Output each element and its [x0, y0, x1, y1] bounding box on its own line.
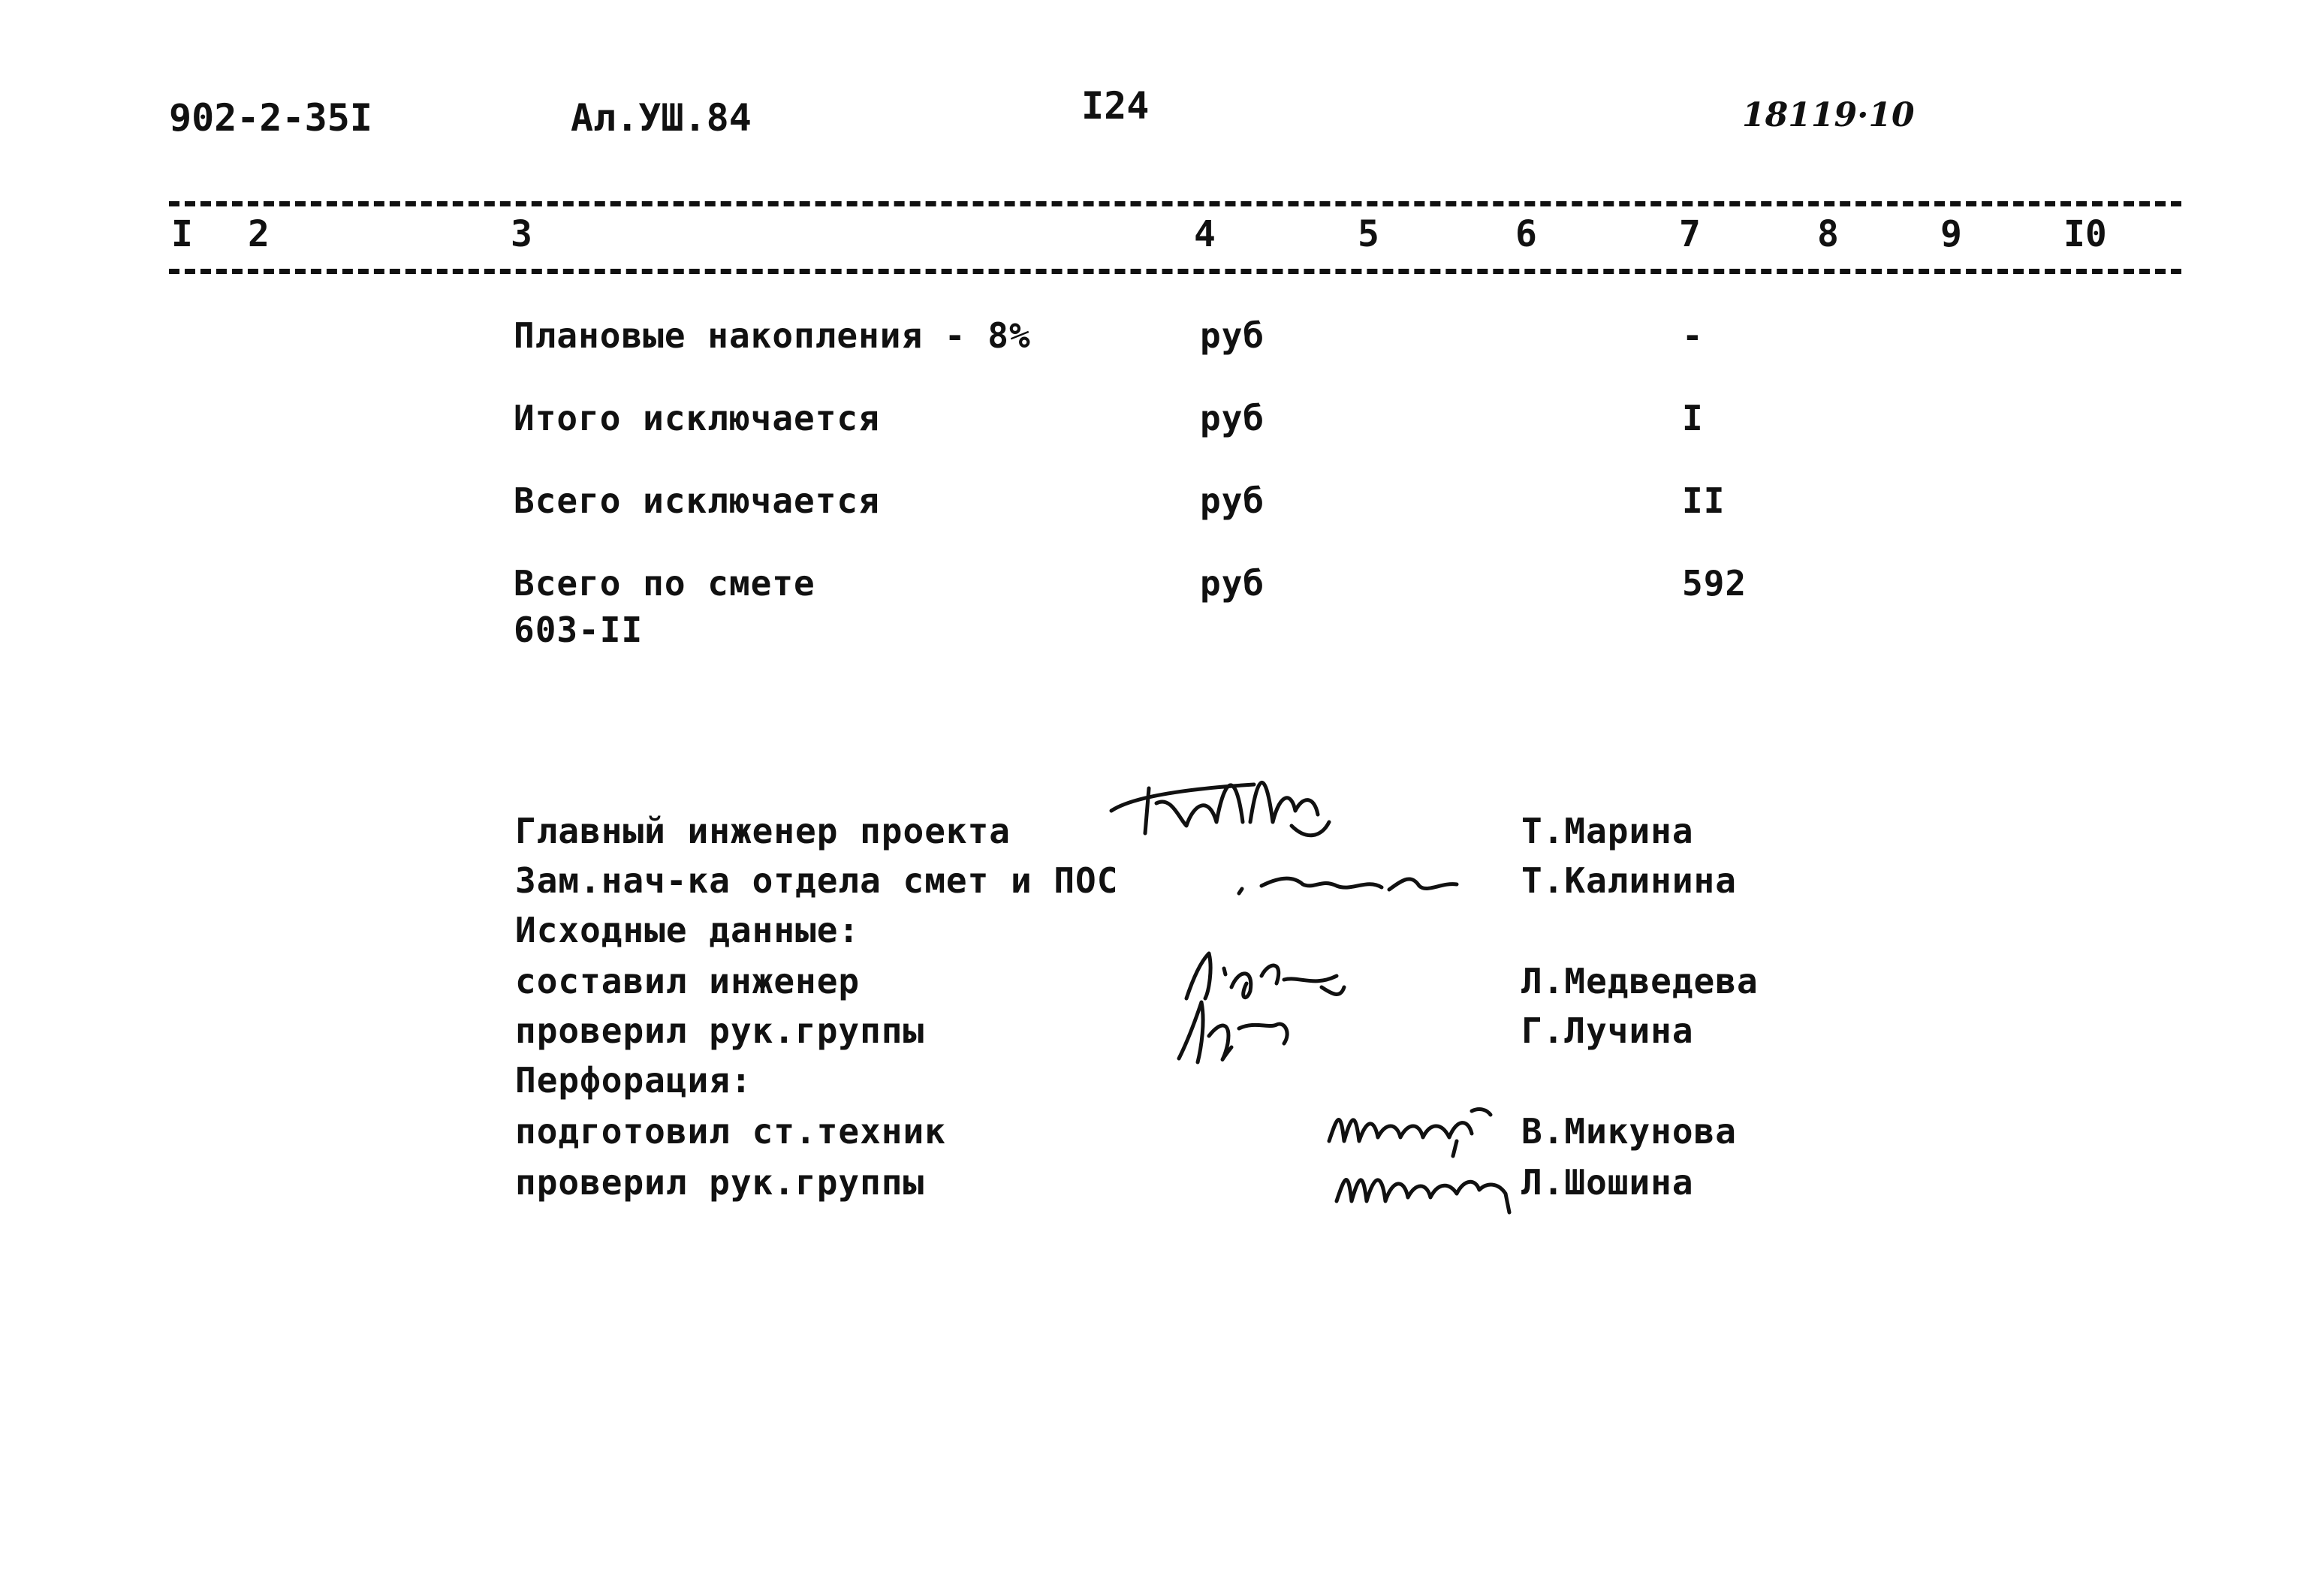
row-planned-savings-unit: руб [1200, 315, 1265, 356]
row-planned-savings-label: Плановые накопления - 8% [514, 315, 1031, 356]
signature-kalinina [1231, 856, 1464, 908]
column-number-1: I [171, 213, 193, 255]
column-number-6: 6 [1515, 213, 1537, 255]
signer-role-compiled: составил инженер [515, 961, 861, 1001]
column-number-10: I0 [2063, 213, 2107, 255]
signer-role-checked-perforation: проверил рук.группы [515, 1162, 925, 1203]
row-total-excluded-label: Всего исключается [514, 480, 880, 521]
signature-shoshina [1329, 1149, 1517, 1224]
archive-number: 18119·10 [1742, 96, 1915, 134]
signer-name-medvedeva: Л.Медведева [1521, 961, 1759, 1001]
column-number-3: 3 [511, 213, 532, 255]
column-number-7: 7 [1679, 213, 1701, 255]
section-perforation: Перфорация: [515, 1060, 752, 1101]
signer-role-deputy-head: Зам.нач-ка отдела смет и ПОС [515, 860, 1119, 901]
column-number-2: 2 [248, 213, 270, 255]
row-total-excluded-unit: руб [1200, 480, 1265, 521]
signature-luchina [1164, 991, 1314, 1081]
signer-role-chief-engineer: Главный инженер проекта [515, 811, 1011, 851]
top-dashed-rule [169, 201, 2181, 206]
column-number-9: 9 [1940, 213, 1962, 255]
row-subtotal-excluded-unit: руб [1200, 398, 1265, 438]
row-estimate-total-code: 603-II [514, 610, 644, 650]
row-estimate-total-value: 592 [1682, 563, 1747, 604]
row-estimate-total-unit: руб [1200, 563, 1265, 604]
column-number-4: 4 [1194, 213, 1216, 255]
bottom-dashed-rule [169, 269, 2181, 274]
signer-name-luchina: Г.Лучина [1521, 1010, 1694, 1051]
signer-name-kalinina: Т.Калинина [1521, 860, 1737, 901]
signer-name-shoshina: Л.Шошина [1521, 1162, 1694, 1203]
signer-name-mikunova: В.Микунова [1521, 1111, 1737, 1152]
page-number: I24 [1081, 84, 1150, 128]
row-planned-savings-value: - [1682, 315, 1704, 356]
signer-role-prepared: подготовил ст.техник [515, 1111, 946, 1152]
album-reference: Ал.УШ.84 [571, 96, 752, 140]
signer-name-marina: Т.Марина [1521, 811, 1694, 851]
row-subtotal-excluded-value: I [1682, 398, 1704, 438]
row-subtotal-excluded-label: Итого исключается [514, 398, 880, 438]
row-total-excluded-value: II [1682, 480, 1726, 521]
row-estimate-total-label: Всего по смете [514, 563, 815, 604]
signer-role-checked: проверил рук.группы [515, 1010, 925, 1051]
column-number-8: 8 [1817, 213, 1839, 255]
document-code: 902-2-35I [169, 96, 372, 140]
signature-mikunova [1322, 1096, 1502, 1156]
column-number-5: 5 [1358, 213, 1379, 255]
section-source-data: Исходные данные: [515, 910, 861, 950]
signature-marina [1104, 751, 1352, 856]
